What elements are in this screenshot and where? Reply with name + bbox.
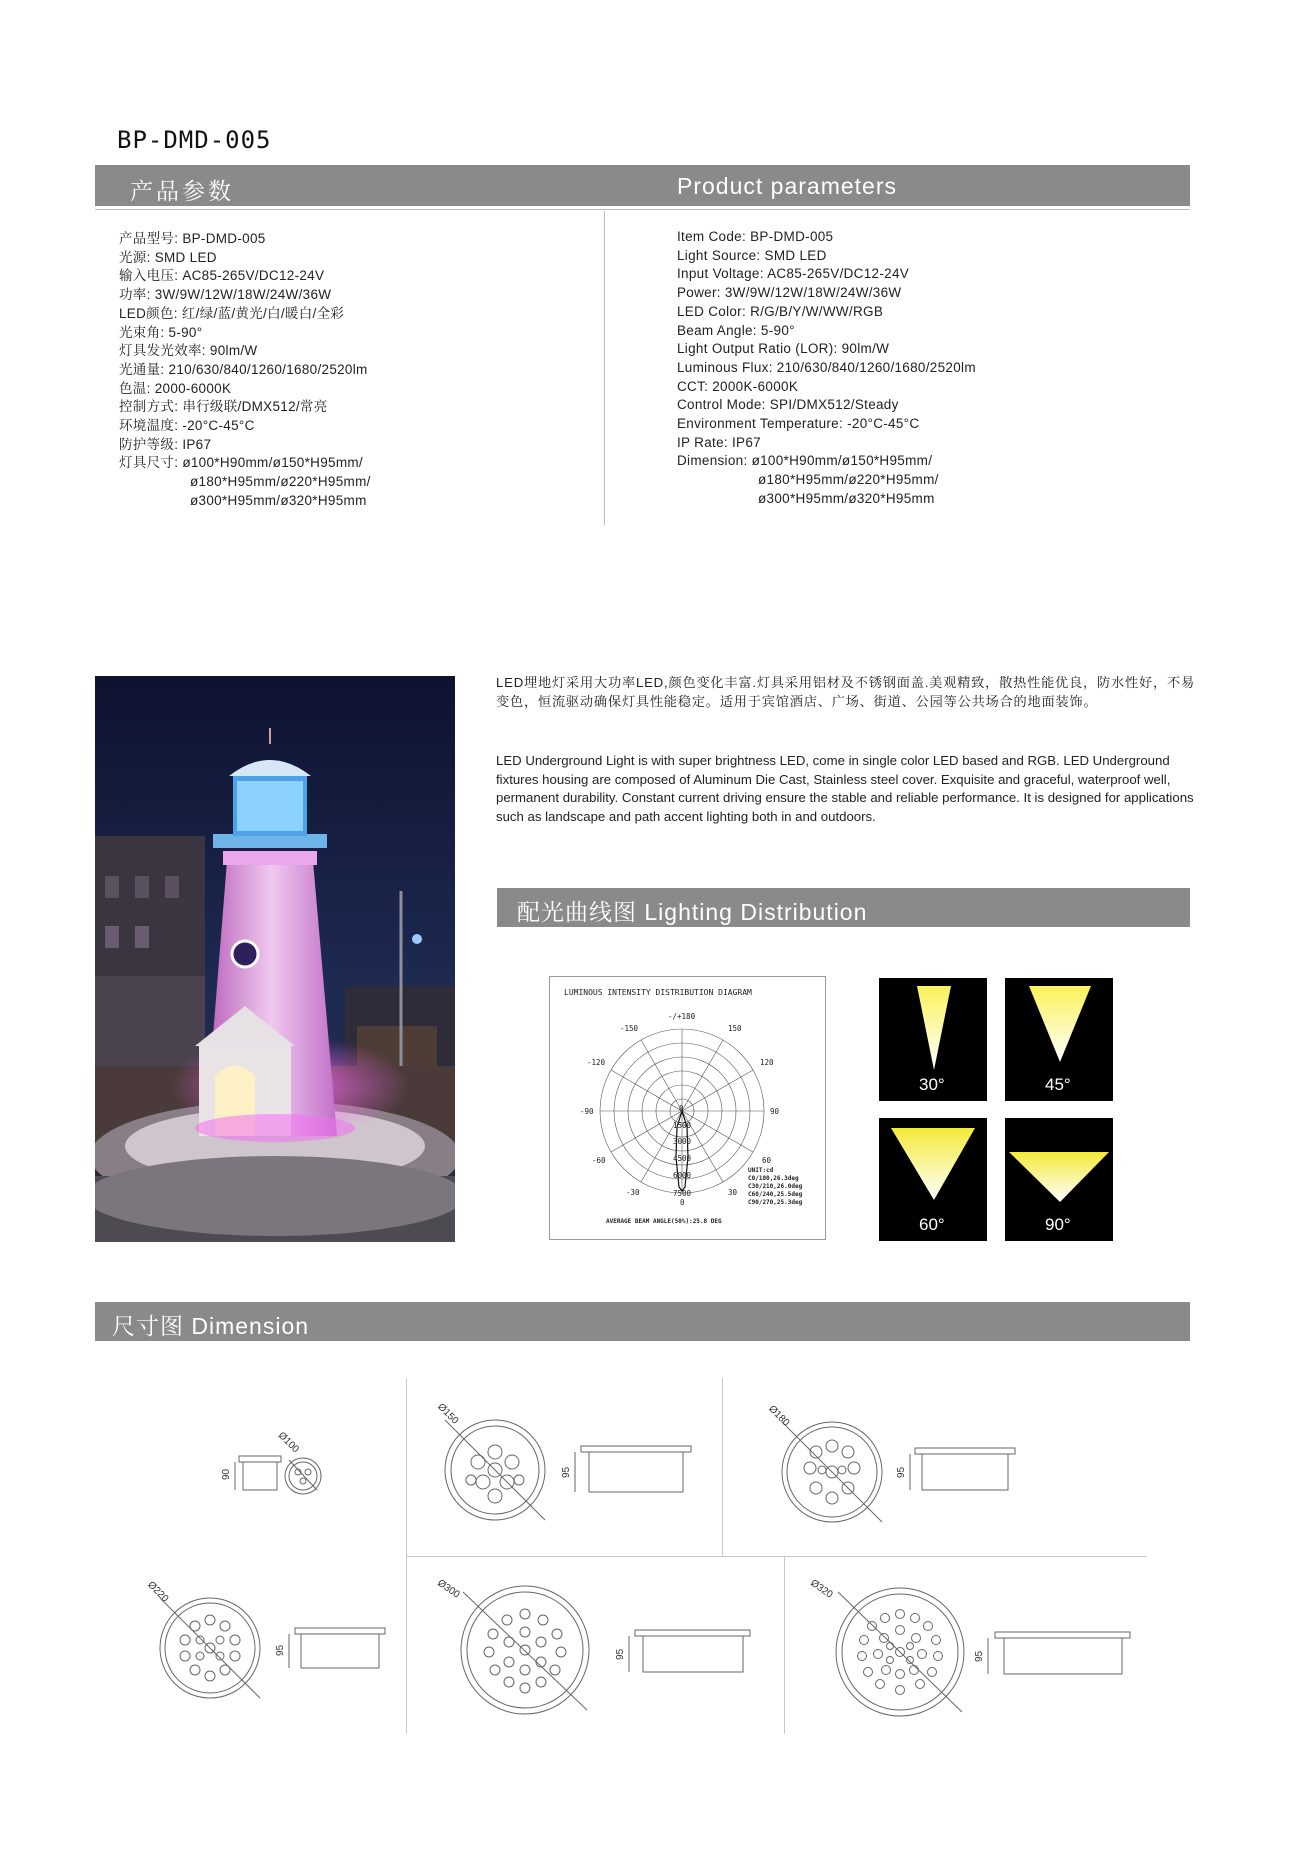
spec-value: AC85-265V/DC12-24V <box>182 268 325 284</box>
spec-row <box>677 228 1177 247</box>
beam-45-tile <box>1005 978 1113 1101</box>
lighting-distribution-header <box>497 888 1190 927</box>
dimension-drawing-320 <box>800 1570 1145 1725</box>
legend-line: C0/180,26.3deg <box>748 1175 799 1182</box>
spec-row <box>677 284 1177 303</box>
height-label: 95 <box>561 1466 572 1478</box>
spec-value: ø300*H95mm/ø320*H95mm <box>190 492 367 508</box>
height-label: 95 <box>275 1644 286 1656</box>
beam-angle-label: 30° <box>919 1075 945 1094</box>
spec-value: 3W/9W/12W/18W/24W/36W <box>724 285 902 301</box>
spec-value: 5-90° <box>760 322 795 338</box>
spec-key: 输入电压: <box>119 268 183 284</box>
spec-value: IP67 <box>731 434 761 450</box>
spec-value: 5-90° <box>168 324 203 340</box>
spec-key: 光束角: <box>119 324 169 340</box>
spec-value: 210/630/840/1260/1680/2520lm <box>168 361 368 377</box>
spec-key: CCT: <box>677 378 713 394</box>
spec-key: 灯具尺寸: <box>119 455 183 471</box>
scale-label: 0 <box>679 1104 684 1113</box>
spec-value: -20°C-45°C <box>182 418 255 434</box>
spec-row <box>119 398 589 417</box>
spec-list-zh <box>119 230 589 511</box>
dimension-drawing-220 <box>125 1570 400 1720</box>
spec-value: R/G/B/Y/W/WW/RGB <box>750 303 884 319</box>
diameter-label: Ø180 <box>766 1403 792 1429</box>
angle-label: -60 <box>592 1156 606 1165</box>
spec-value: 3W/9W/12W/18W/24W/36W <box>154 287 332 303</box>
dimension-header <box>95 1302 1190 1341</box>
grid-divider <box>406 1556 407 1734</box>
beam-angle-label: 60° <box>919 1215 945 1234</box>
spec-row <box>677 452 1177 471</box>
beam-angle-label: 90° <box>1045 1215 1071 1234</box>
product-parameters-header <box>95 165 1190 206</box>
params-header-zh: 产品参数 <box>130 178 234 204</box>
dimension-drawing-150 <box>425 1390 715 1540</box>
spec-row <box>677 265 1177 284</box>
angle-label: -150 <box>620 1024 639 1033</box>
lighting-distribution-title: 配光曲线图 Lighting Distribution <box>517 899 868 925</box>
angle-label: -120 <box>587 1058 606 1067</box>
spec-value: 红/绿/蓝/黄光/白/暖白/全彩 <box>181 305 345 321</box>
spec-row <box>119 286 589 305</box>
spec-value: AC85-265V/DC12-24V <box>767 266 910 282</box>
angle-label: -30 <box>626 1188 640 1197</box>
spec-key: LED Color: <box>677 303 751 319</box>
spec-key: Dimension: <box>677 453 752 469</box>
spec-row <box>677 490 1177 509</box>
spec-row <box>677 340 1177 359</box>
spec-row <box>119 249 589 268</box>
legend-line: C60/240,25.5deg <box>748 1191 803 1198</box>
polar-footer: AVERAGE BEAM ANGLE(50%):25.8 DEG <box>606 1218 722 1225</box>
spec-row <box>677 359 1177 378</box>
scale-label: 4500 <box>673 1154 692 1163</box>
lighthouse-photo <box>95 676 455 1242</box>
spec-row <box>119 230 589 249</box>
beam-30-tile <box>879 978 987 1101</box>
spec-row <box>119 473 589 492</box>
height-label: 95 <box>615 1648 626 1660</box>
spec-row <box>677 471 1177 490</box>
scale-label: 1500 <box>673 1121 692 1130</box>
angle-label: 0 <box>680 1198 685 1207</box>
beam-angle-label: 45° <box>1045 1075 1071 1094</box>
legend-line: C30/210,26.0deg <box>748 1183 803 1190</box>
height-label: 95 <box>974 1650 985 1662</box>
spec-key: 控制方式: <box>119 399 183 415</box>
beam-90-tile <box>1005 1118 1113 1241</box>
spec-row <box>119 267 589 286</box>
spec-row <box>119 305 589 324</box>
angle-label: -90 <box>580 1107 594 1116</box>
spec-key: 色温: <box>119 380 155 396</box>
scale-label: 7500 <box>673 1189 692 1198</box>
spec-key: Power: <box>677 285 725 301</box>
spec-value: 210/630/840/1260/1680/2520lm <box>776 359 976 375</box>
params-header-en: Product parameters <box>677 173 897 199</box>
spec-row <box>119 436 589 455</box>
dimension-title: 尺寸图 Dimension <box>112 1313 310 1339</box>
spec-row <box>677 322 1177 341</box>
diameter-label: Ø300 <box>435 1577 462 1601</box>
spec-row <box>677 415 1177 434</box>
spec-value: ø100*H90mm/ø150*H95mm/ <box>751 453 933 469</box>
spec-value: IP67 <box>182 436 212 452</box>
spec-row <box>677 434 1177 453</box>
spec-key: Beam Angle: <box>677 322 761 338</box>
spec-value: ø180*H95mm/ø220*H95mm/ <box>758 472 939 488</box>
spec-key: IP Rate: <box>677 434 732 450</box>
angle-label: 150 <box>728 1024 742 1033</box>
spec-row <box>677 303 1177 322</box>
spec-value: ø180*H95mm/ø220*H95mm/ <box>190 474 371 490</box>
angle-label: 30 <box>728 1188 738 1197</box>
spec-key: 光通量: <box>119 361 169 377</box>
spec-key: 防护等级: <box>119 436 183 452</box>
spec-key: 光源: <box>119 249 155 265</box>
spec-value: BP-DMD-005 <box>182 231 266 246</box>
spec-row <box>119 492 589 511</box>
spec-row <box>119 454 589 473</box>
spec-key: Luminous Flux: <box>677 359 777 375</box>
spec-row <box>677 247 1177 266</box>
spec-value: 90lm/W <box>841 341 890 357</box>
spec-value: BP-DMD-005 <box>750 229 834 244</box>
spec-value: ø300*H95mm/ø320*H95mm <box>758 490 935 506</box>
legend-line: UNIT:cd <box>748 1167 774 1174</box>
angle-label: 120 <box>760 1058 774 1067</box>
grid-divider <box>784 1556 785 1734</box>
header-underline <box>95 209 1190 210</box>
spec-key: Light Output Ratio (LOR): <box>677 341 842 357</box>
angle-label: 90 <box>770 1107 780 1116</box>
grid-divider <box>722 1378 723 1556</box>
spec-value: 串行级联/DMX512/常亮 <box>182 399 328 415</box>
height-label: 90 <box>221 1468 232 1480</box>
dimension-drawing-300 <box>425 1570 765 1725</box>
grid-divider <box>406 1378 407 1556</box>
spec-key: Input Voltage: <box>677 266 768 282</box>
spec-key: 功率: <box>119 287 155 303</box>
legend-line: C90/270,25.3deg <box>748 1199 803 1206</box>
diameter-label: Ø150 <box>435 1401 461 1427</box>
spec-row <box>119 342 589 361</box>
polar-title: LUMINOUS INTENSITY DISTRIBUTION DIAGRAM <box>564 988 752 997</box>
spec-row <box>677 378 1177 397</box>
scale-label: 3000 <box>673 1137 692 1146</box>
spec-value: 2000-6000K <box>154 380 232 396</box>
spec-key: 产品型号: <box>119 231 183 246</box>
angle-label: -/+180 <box>668 1012 696 1021</box>
diameter-label: Ø100 <box>275 1430 301 1456</box>
spec-value: SMD LED <box>764 247 827 263</box>
spec-row <box>119 324 589 343</box>
angle-label: 60 <box>762 1156 772 1165</box>
diameter-label: Ø320 <box>808 1577 835 1601</box>
height-label: 95 <box>896 1466 907 1478</box>
spec-key: Item Code: <box>677 229 751 244</box>
description-en: LED Underground Light is with super brightness LED, come in single color LED based and RGB. LED Underground fixtures housing are composed of Aluminum Die Cast, Stainless steel cover. Exquisite and graceful, waterproof well, permanent durability. Constant current driving ensure the stable and reliable performance. It is designed for applications such as landscape and path accent lighting both in and outdoors. <box>496 753 1194 824</box>
spec-value: ø100*H90mm/ø150*H95mm/ <box>182 455 363 471</box>
luminous-intensity-diagram <box>549 976 826 1240</box>
spec-key: Environment Temperature: <box>677 416 848 432</box>
spec-value: -20°C-45°C <box>847 416 920 432</box>
spec-row <box>119 380 589 399</box>
dimension-drawing-100 <box>205 1420 365 1530</box>
spec-list-en <box>677 228 1177 509</box>
spec-key: Light Source: <box>677 247 765 263</box>
column-divider <box>604 211 605 525</box>
spec-row <box>119 361 589 380</box>
spec-row <box>119 417 589 436</box>
diameter-label: Ø220 <box>145 1579 171 1605</box>
spec-value: 90lm/W <box>209 343 258 359</box>
spec-value: SPI/DMX512/Steady <box>769 397 899 413</box>
spec-value: 2000K-6000K <box>712 378 799 394</box>
spec-key: 环境温度: <box>119 418 183 434</box>
model-title: BP-DMD-005 <box>117 126 272 154</box>
spec-value: SMD LED <box>154 249 217 265</box>
spec-key: 灯具发光效率: <box>119 343 210 359</box>
beam-60-tile <box>879 1118 987 1241</box>
scale-label: 6000 <box>673 1171 692 1180</box>
spec-key: LED颜色: <box>119 305 182 321</box>
spec-row <box>677 396 1177 415</box>
grid-divider <box>406 1556 1146 1557</box>
dimension-drawing-180 <box>750 1390 1050 1540</box>
description-zh: LED埋地灯采用大功率LED,颜色变化丰富.灯具采用铝材及不锈钢面盖.美观精致，散热性能优良，防水性好，不易变色，恒流驱动确保灯具性能稳定。适用于宾馆酒店、广场、街道、公园等公共场合的地面装饰。 <box>496 675 1195 709</box>
spec-key: Control Mode: <box>677 397 770 413</box>
